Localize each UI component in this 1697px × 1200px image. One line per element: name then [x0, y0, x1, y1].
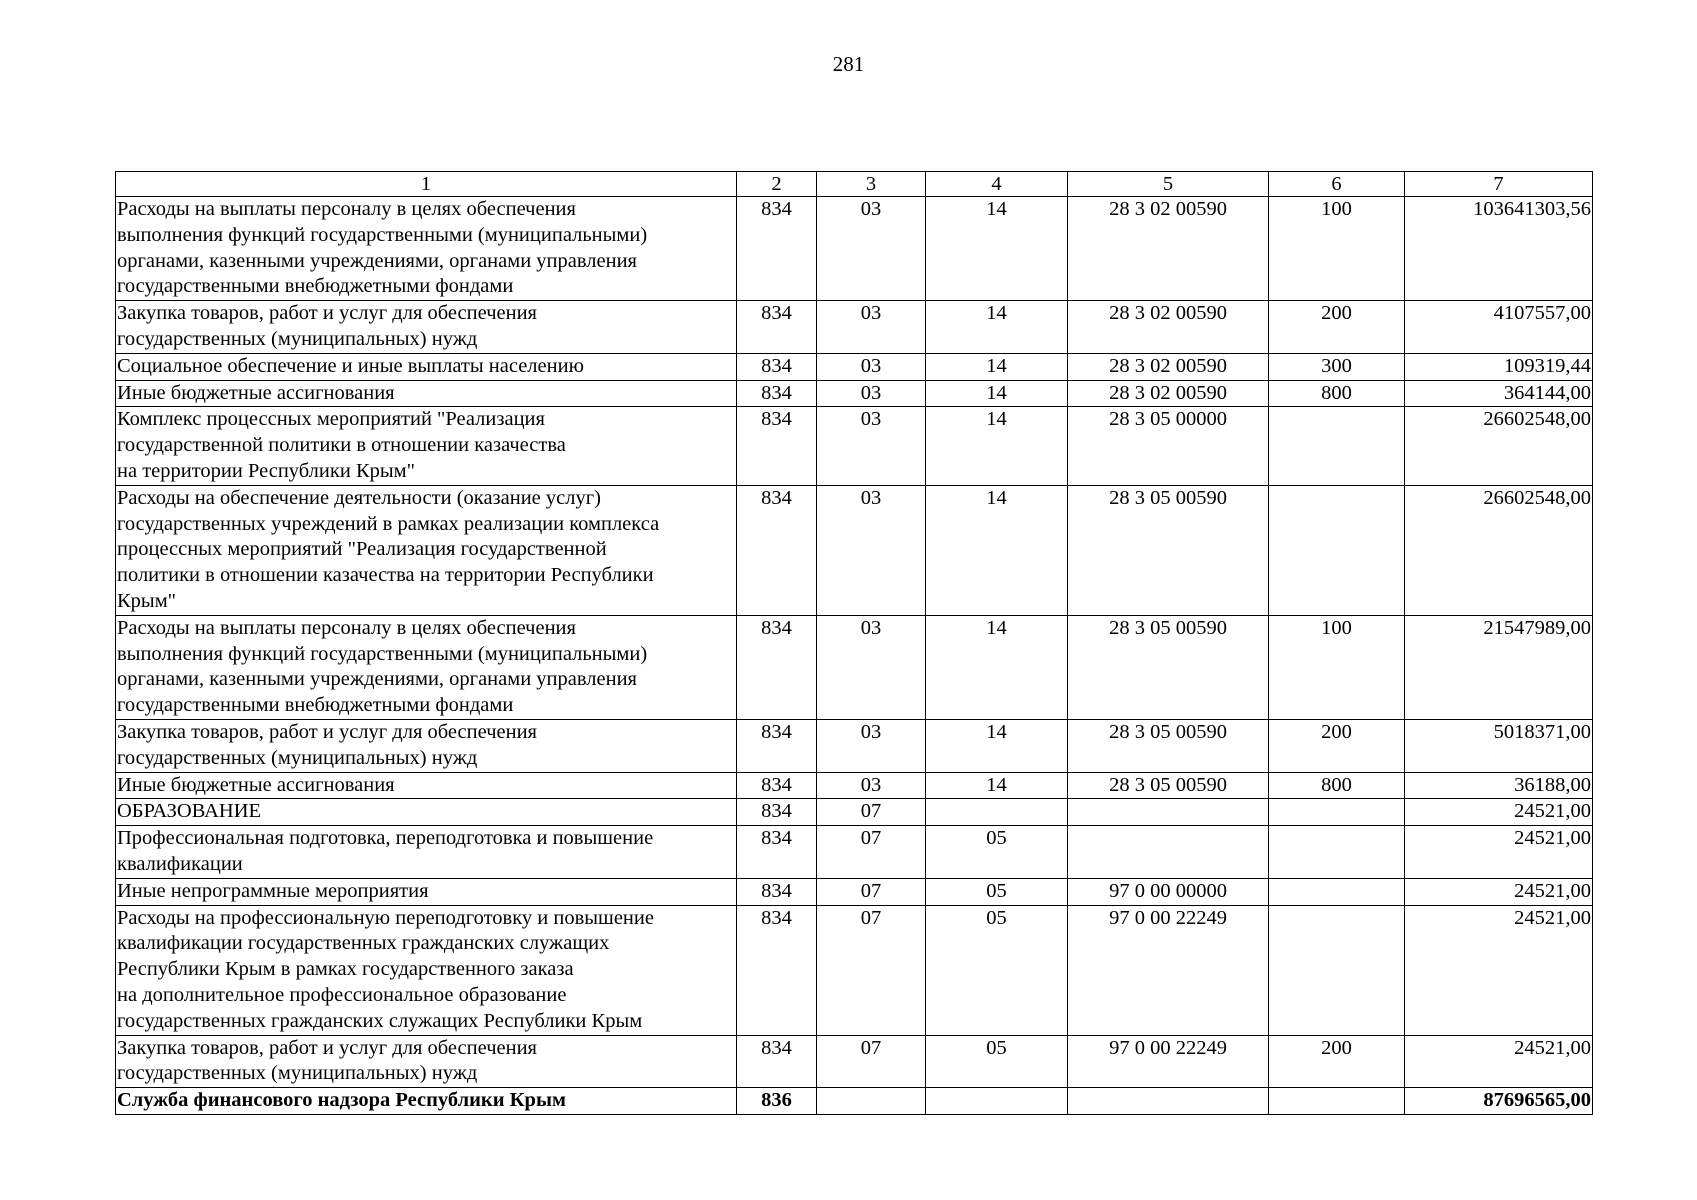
table-row: [116, 772, 1593, 799]
ministry-code-cell: 834: [737, 353, 817, 380]
expense-type-cell: [1269, 905, 1405, 1035]
expense-type-cell: [1269, 485, 1405, 615]
ministry-code-cell: 834: [737, 197, 817, 301]
ministry-code-cell: 834: [737, 772, 817, 799]
section-code-cell: 03: [817, 772, 926, 799]
amount-cell: 103641303,56: [1405, 197, 1593, 301]
expense-type-cell: 300: [1269, 353, 1405, 380]
row-description-cell: Расходы на профессиональную переподготовку и повышение квалификации государственных гражданских служащих Республики Крым в рамках государственного заказа на дополнительное профессиональное образование государственных гражданских служащих Республики Крым: [116, 905, 737, 1035]
table-row: [116, 1088, 1593, 1115]
amount-cell: 4107557,00: [1405, 301, 1593, 354]
amount-cell: 26602548,00: [1405, 407, 1593, 485]
amount-cell: 24521,00: [1405, 878, 1593, 905]
section-code-cell: 03: [817, 485, 926, 615]
section-code-cell: 03: [817, 380, 926, 407]
budget-table: [115, 171, 1593, 1115]
subsection-code-cell: 14: [926, 301, 1068, 354]
amount-cell: 36188,00: [1405, 772, 1593, 799]
amount-cell: 364144,00: [1405, 380, 1593, 407]
target-article-cell: 28 3 05 00590: [1068, 485, 1269, 615]
amount-cell: 24521,00: [1405, 905, 1593, 1035]
amount-cell: 21547989,00: [1405, 615, 1593, 719]
expense-type-cell: [1269, 1088, 1405, 1115]
expense-type-cell: 200: [1269, 301, 1405, 354]
ministry-code-cell: 834: [737, 905, 817, 1035]
expense-type-cell: 200: [1269, 719, 1405, 772]
subsection-code-cell: 14: [926, 197, 1068, 301]
table-row: [116, 301, 1593, 354]
expense-type-cell: [1269, 799, 1405, 826]
row-description-cell: Расходы на выплаты персоналу в целях обеспечения выполнения функций государственными (муниципальными) органами, казенными учреждениями, органами управления государственными внебюджетными фондами: [116, 197, 737, 301]
target-article-cell: 28 3 05 00590: [1068, 772, 1269, 799]
amount-cell: 24521,00: [1405, 826, 1593, 879]
header-col-2: 2: [737, 172, 817, 197]
subsection-code-cell: [926, 1088, 1068, 1115]
row-description-cell: Закупка товаров, работ и услуг для обеспечения государственных (муниципальных) нужд: [116, 719, 737, 772]
subsection-code-cell: 05: [926, 1035, 1068, 1088]
expense-type-cell: [1269, 407, 1405, 485]
target-article-cell: 28 3 02 00590: [1068, 380, 1269, 407]
ministry-code-cell: 834: [737, 878, 817, 905]
header-col-6: 6: [1269, 172, 1405, 197]
expense-type-cell: 100: [1269, 615, 1405, 719]
expense-type-cell: 200: [1269, 1035, 1405, 1088]
target-article-cell: [1068, 826, 1269, 879]
expense-type-cell: 100: [1269, 197, 1405, 301]
subsection-code-cell: 14: [926, 485, 1068, 615]
header-col-5: 5: [1068, 172, 1269, 197]
row-description-cell: Комплекс процессных мероприятий "Реализация государственной политики в отношении казачества на территории Республики Крым": [116, 407, 737, 485]
table-row: [116, 353, 1593, 380]
table-body: [116, 197, 1593, 1115]
expense-type-cell: [1269, 826, 1405, 879]
row-description-cell: ОБРАЗОВАНИЕ: [116, 799, 737, 826]
header-col-3: 3: [817, 172, 926, 197]
ministry-code-cell: 834: [737, 826, 817, 879]
subsection-code-cell: 14: [926, 615, 1068, 719]
target-article-cell: [1068, 1088, 1269, 1115]
amount-cell: 24521,00: [1405, 799, 1593, 826]
subsection-code-cell: 14: [926, 772, 1068, 799]
row-description-cell: Расходы на обеспечение деятельности (оказание услуг) государственных учреждений в рамках реализации комплекса процессных мероприятий "Реализация государственной политики в отношении казачества на территории Республики Крым": [116, 485, 737, 615]
section-code-cell: 07: [817, 905, 926, 1035]
ministry-code-cell: 834: [737, 719, 817, 772]
header-col-1: 1: [116, 172, 737, 197]
row-description-cell: Иные бюджетные ассигнования: [116, 772, 737, 799]
subsection-code-cell: 05: [926, 826, 1068, 879]
expense-type-cell: [1269, 878, 1405, 905]
row-description-cell: Закупка товаров, работ и услуг для обеспечения государственных (муниципальных) нужд: [116, 301, 737, 354]
expense-type-cell: 800: [1269, 772, 1405, 799]
row-description-cell: Расходы на выплаты персоналу в целях обеспечения выполнения функций государственными (муниципальными) органами, казенными учреждениями, органами управления государственными внебюджетными фондами: [116, 615, 737, 719]
target-article-cell: 97 0 00 22249: [1068, 905, 1269, 1035]
row-description-cell: Профессиональная подготовка, переподготовка и повышение квалификации: [116, 826, 737, 879]
ministry-code-cell: 834: [737, 485, 817, 615]
section-code-cell: 07: [817, 878, 926, 905]
header-col-4: 4: [926, 172, 1068, 197]
section-code-cell: [817, 1088, 926, 1115]
row-description-cell: Служба финансового надзора Республики Крым: [116, 1088, 737, 1115]
table-row: [116, 380, 1593, 407]
target-article-cell: 28 3 05 00590: [1068, 719, 1269, 772]
section-code-cell: 03: [817, 301, 926, 354]
section-code-cell: 07: [817, 799, 926, 826]
table-row: [116, 826, 1593, 879]
section-code-cell: 07: [817, 826, 926, 879]
subsection-code-cell: 05: [926, 905, 1068, 1035]
section-code-cell: 03: [817, 407, 926, 485]
ministry-code-cell: 834: [737, 380, 817, 407]
row-description-cell: Закупка товаров, работ и услуг для обеспечения государственных (муниципальных) нужд: [116, 1035, 737, 1088]
ministry-code-cell: 834: [737, 799, 817, 826]
amount-cell: 5018371,00: [1405, 719, 1593, 772]
target-article-cell: [1068, 799, 1269, 826]
section-code-cell: 03: [817, 353, 926, 380]
ministry-code-cell: 834: [737, 1035, 817, 1088]
target-article-cell: 28 3 02 00590: [1068, 301, 1269, 354]
section-code-cell: 03: [817, 615, 926, 719]
target-article-cell: 28 3 05 00590: [1068, 615, 1269, 719]
header-row: [116, 172, 1593, 197]
target-article-cell: 28 3 02 00590: [1068, 197, 1269, 301]
table-row: [116, 615, 1593, 719]
amount-cell: 109319,44: [1405, 353, 1593, 380]
table-row: [116, 878, 1593, 905]
subsection-code-cell: 14: [926, 353, 1068, 380]
ministry-code-cell: 836: [737, 1088, 817, 1115]
target-article-cell: 28 3 05 00000: [1068, 407, 1269, 485]
target-article-cell: 97 0 00 00000: [1068, 878, 1269, 905]
table-row: [116, 1035, 1593, 1088]
subsection-code-cell: 14: [926, 719, 1068, 772]
section-code-cell: 03: [817, 197, 926, 301]
subsection-code-cell: [926, 799, 1068, 826]
amount-cell: 24521,00: [1405, 1035, 1593, 1088]
page-number: 281: [832, 52, 865, 76]
subsection-code-cell: 05: [926, 878, 1068, 905]
row-description-cell: Иные непрограммные мероприятия: [116, 878, 737, 905]
target-article-cell: 28 3 02 00590: [1068, 353, 1269, 380]
table-row: [116, 905, 1593, 1035]
amount-cell: 87696565,00: [1405, 1088, 1593, 1115]
table-row: [116, 407, 1593, 485]
target-article-cell: 97 0 00 22249: [1068, 1035, 1269, 1088]
ministry-code-cell: 834: [737, 615, 817, 719]
section-code-cell: 03: [817, 719, 926, 772]
section-code-cell: 07: [817, 1035, 926, 1088]
row-description-cell: Социальное обеспечение и иные выплаты населению: [116, 353, 737, 380]
expense-type-cell: 800: [1269, 380, 1405, 407]
table-row: [116, 485, 1593, 615]
header-col-7: 7: [1405, 172, 1593, 197]
table-row: [116, 799, 1593, 826]
subsection-code-cell: 14: [926, 380, 1068, 407]
ministry-code-cell: 834: [737, 407, 817, 485]
table-row: [116, 719, 1593, 772]
subsection-code-cell: 14: [926, 407, 1068, 485]
ministry-code-cell: 834: [737, 301, 817, 354]
table-row: [116, 197, 1593, 301]
row-description-cell: Иные бюджетные ассигнования: [116, 380, 737, 407]
amount-cell: 26602548,00: [1405, 485, 1593, 615]
